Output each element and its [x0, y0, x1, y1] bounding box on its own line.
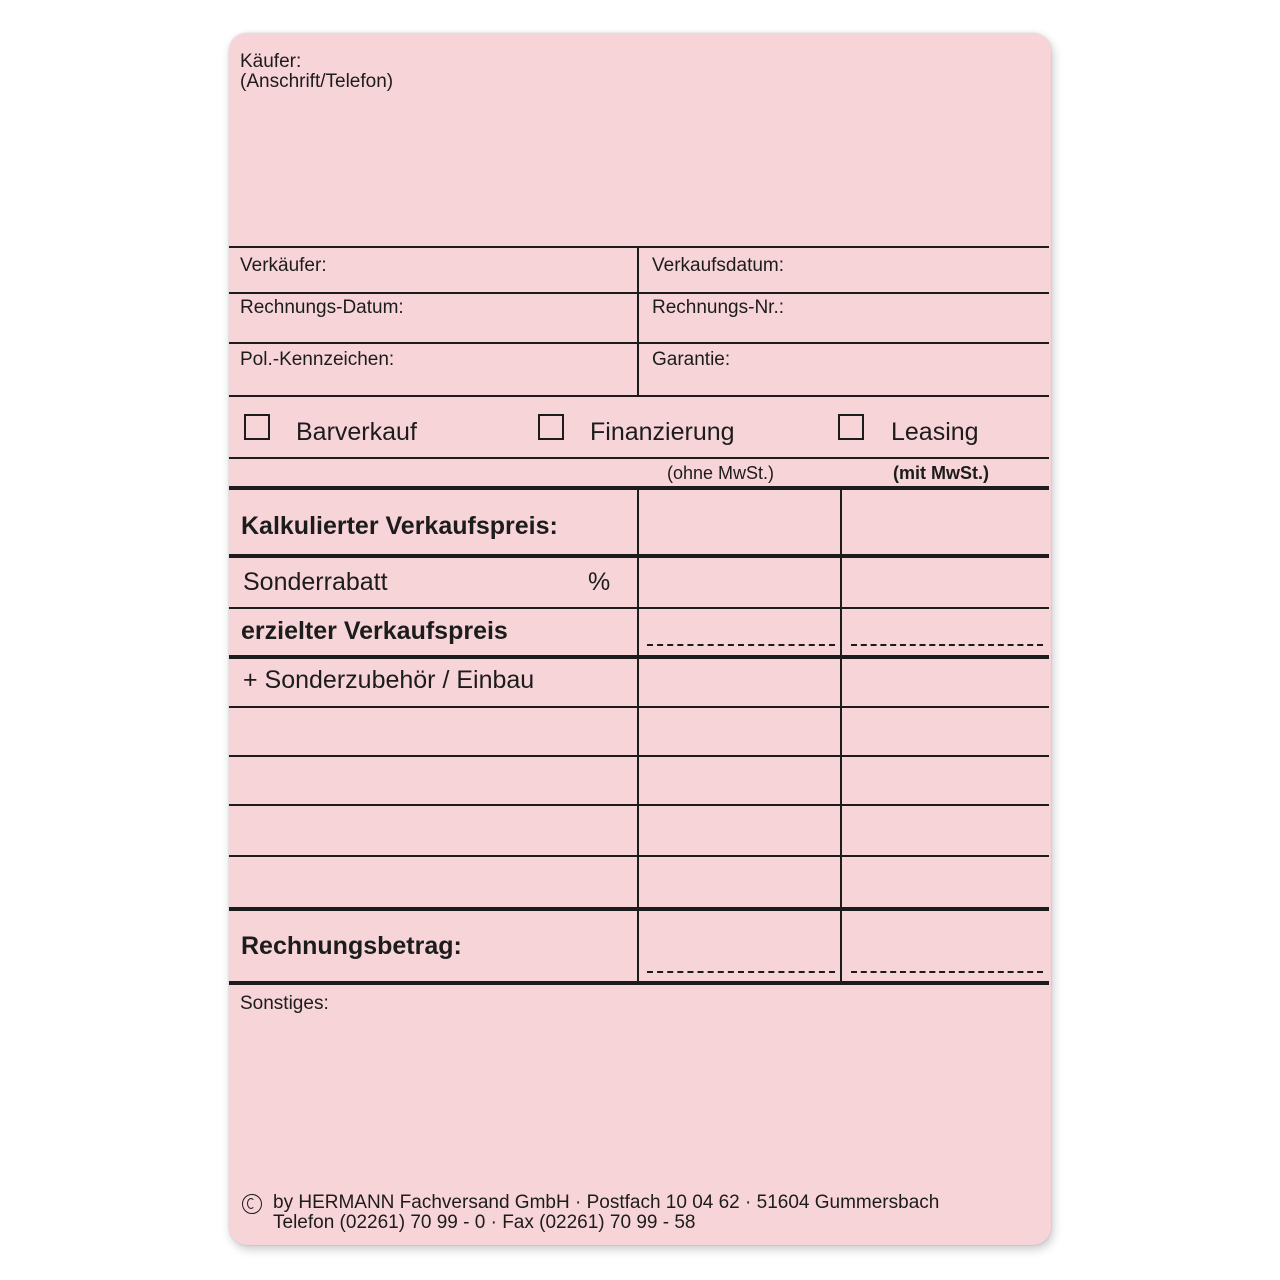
garantie-field[interactable]: Garantie: [652, 349, 731, 370]
divider [229, 804, 1049, 806]
sonstiges-field[interactable] [229, 1018, 1049, 1183]
erzielter-verkaufspreis-label: erzielter Verkaufspreis [241, 617, 508, 645]
sales-form-card [229, 33, 1051, 1245]
rechnungsbetrag-net-cell[interactable] [640, 912, 839, 980]
kalkuliert-gross-cell[interactable] [843, 490, 1049, 553]
barverkauf-label: Barverkauf [296, 418, 417, 446]
divider [229, 706, 1049, 708]
kalkuliert-net-cell[interactable] [640, 490, 839, 553]
divider [229, 395, 1049, 397]
sonderrabatt-net-cell[interactable] [640, 559, 839, 606]
divider [229, 342, 1049, 344]
divider [229, 292, 1049, 294]
column-header-gross: (mit MwSt.) [893, 463, 989, 483]
divider [229, 655, 1049, 659]
divider [637, 488, 639, 983]
divider [637, 246, 639, 397]
finanzierung-label: Finanzierung [590, 418, 735, 446]
percent-label: % [588, 568, 611, 596]
zubehoer-net-cell[interactable] [640, 660, 839, 705]
sonderrabatt-label: Sonderrabatt [243, 568, 388, 596]
erzielt-net-cell[interactable] [640, 610, 839, 654]
divider [229, 755, 1049, 757]
leasing-checkbox[interactable] [838, 414, 864, 440]
divider [229, 457, 1049, 459]
erzielt-gross-cell[interactable] [843, 610, 1049, 654]
buyer-field[interactable] [229, 93, 1049, 243]
dashed-line [851, 971, 1043, 973]
dashed-line [647, 644, 835, 646]
finanzierung-checkbox[interactable] [538, 414, 564, 440]
sonderrabatt-gross-cell[interactable] [843, 559, 1049, 606]
buyer-label: Käufer: [240, 51, 302, 72]
copyright-icon [242, 1194, 262, 1214]
sonderzubehoer-label: + Sonderzubehör / Einbau [243, 666, 535, 694]
footer-line-1: by HERMANN Fachversand GmbH · Postfach 10 04 62 · 51604 Gummersbach [273, 1192, 940, 1213]
rechnungs-datum-field[interactable]: Rechnungs-Datum: [240, 297, 404, 318]
rechnungs-nr-field[interactable]: Rechnungs-Nr.: [652, 297, 785, 318]
column-header-net: (ohne MwSt.) [667, 463, 775, 483]
kalkulierter-verkaufspreis-label: Kalkulierter Verkaufspreis: [241, 512, 558, 540]
rechnungsbetrag-label: Rechnungsbetrag: [241, 932, 462, 960]
divider [229, 981, 1049, 985]
divider [840, 488, 842, 983]
rechnungsbetrag-gross-cell[interactable] [843, 912, 1049, 980]
barverkauf-checkbox[interactable] [244, 414, 270, 440]
zubehoer-gross-cell[interactable] [843, 660, 1049, 705]
divider [229, 607, 1049, 609]
dashed-line [647, 971, 835, 973]
divider [229, 907, 1049, 911]
dashed-line [851, 644, 1043, 646]
sonstiges-label: Sonstiges: [240, 993, 329, 1014]
divider [229, 246, 1049, 248]
verkaeufer-field[interactable]: Verkäufer: [240, 255, 327, 276]
footer-line-2: Telefon (02261) 70 99 - 0 · Fax (02261) 70 99 - 58 [273, 1212, 696, 1233]
leasing-label: Leasing [891, 418, 979, 446]
divider [229, 554, 1049, 558]
buyer-sub-label: (Anschrift/Telefon) [240, 71, 394, 92]
kennzeichen-field[interactable]: Pol.-Kennzeichen: [240, 349, 395, 370]
divider [229, 855, 1049, 857]
verkaufsdatum-field[interactable]: Verkaufsdatum: [652, 255, 785, 276]
